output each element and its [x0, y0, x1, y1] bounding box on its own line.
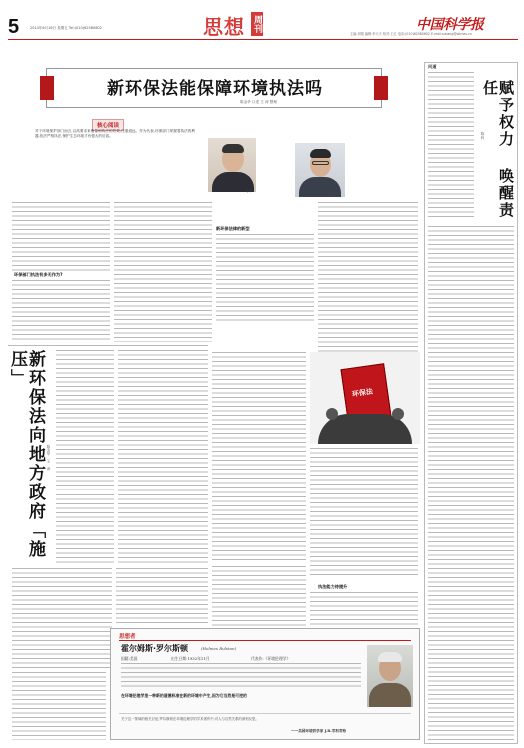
right-intro-col	[428, 72, 474, 220]
photo-caption-right: 熊腾青	[330, 192, 341, 196]
thinker-footer-note: 关于这一领域的相关讨论,罗尔斯顿在环境伦理学的学术著作中,对人与自然关系的深刻反思。	[121, 717, 259, 721]
photo-caption-left: 马中	[245, 189, 252, 193]
main-body-col-4	[318, 202, 418, 352]
thinker-nationality: 国籍:美国	[121, 656, 138, 661]
main-body-col-3	[216, 234, 314, 324]
section-sub: 周刊	[252, 15, 262, 33]
subhead-3: 执法能力待提升	[318, 584, 348, 589]
center-body-col-4	[212, 566, 306, 626]
head-shape	[392, 408, 404, 420]
headline-bar-right	[374, 76, 388, 100]
date-line: 2014年6月16日 星期五 Tel:(010)62580602	[30, 26, 102, 30]
summary-text: 对于环境保护部门而言,以高要求来衡量和执法的效果,任重道远。作为代表,环保部门掌握着执法的利器,依法严格执法,保护生态环境才有强大的后盾。	[35, 129, 195, 138]
center-body-col-3	[310, 592, 418, 626]
hair-shape	[222, 144, 244, 153]
glasses-shape	[312, 161, 329, 165]
thinker-name-en: (Holmes Rolston)	[201, 646, 237, 651]
subhead-2: 新环保法律的新型	[216, 226, 250, 231]
thinker-label-rule	[119, 640, 411, 641]
thinker-work: 代表作:《环境伦理学》	[251, 656, 291, 661]
illustration	[310, 352, 420, 444]
jacket-shape	[369, 683, 411, 707]
newspaper-logo: 中国科学报	[416, 17, 484, 33]
right-column-author: 陈科	[481, 132, 485, 140]
hair-shape	[378, 652, 402, 662]
left-article-col-b	[56, 494, 114, 564]
thinker-box	[110, 628, 420, 740]
thinker-name: 霍尔姆斯·罗尔斯顿	[121, 644, 189, 653]
main-body-col-1	[12, 202, 110, 272]
main-body-col-2	[114, 202, 212, 342]
photo-xiong	[295, 143, 345, 197]
headline-area	[8, 46, 420, 116]
thinker-photo	[367, 645, 413, 707]
thinker-bio	[121, 663, 361, 689]
page-number: 5	[8, 16, 20, 38]
center-body-col-1	[212, 352, 306, 562]
main-body-col-1b	[12, 280, 110, 340]
thinker-birth: 出生日期:1932年11月	[171, 656, 210, 661]
left-article-col-a	[56, 350, 114, 490]
thinker-label: 思想者	[119, 634, 136, 640]
photo-ma-zhong	[208, 138, 256, 192]
summary-label: 核心阅读	[92, 119, 124, 131]
right-column-label: 问道	[428, 64, 437, 69]
thinker-quote: 在环境伦理学里一种新的道德标准在新的环境中产生,因为它当然是可逆的	[121, 693, 247, 698]
right-body	[428, 226, 514, 740]
editor-line: 主编:邓刚 编辑:李天天 校对:王红 电话:(010)62580602 E-mail:sixiang@stimes.cn	[350, 32, 472, 36]
left-article-title: 新环保法向地方政府「施压」	[7, 350, 45, 559]
section-name: 思想	[203, 15, 245, 39]
headline-bar-left	[40, 76, 54, 100]
left-article-byline: 陈金华 王 涛	[47, 445, 51, 471]
left-article-bottom	[12, 568, 112, 668]
main-byline: 陈金华 口述 王 涛 整理	[240, 100, 277, 104]
left-article-col-c	[118, 350, 208, 564]
thinker-source: ——美国环境哲学家 J.B.考利考特	[291, 729, 346, 733]
left-article-bottom-2	[116, 568, 208, 626]
subhead-1: 环保部门执法有多无作为?	[14, 272, 63, 277]
masthead-rule	[8, 39, 518, 40]
thinker-divider	[119, 713, 411, 714]
hair-shape	[310, 149, 331, 158]
center-body-col-2	[310, 448, 418, 578]
masthead	[0, 0, 524, 38]
book-label: 环保法	[351, 387, 374, 399]
left-article-bottom-3	[12, 672, 106, 740]
main-headline: 新环保法能保障环境执法吗	[107, 79, 323, 99]
head-shape	[326, 408, 338, 420]
section-sub-badge	[251, 12, 263, 36]
right-column-title: 赋予权力 唤醒责任	[481, 80, 515, 219]
left-article-rule	[8, 345, 208, 346]
